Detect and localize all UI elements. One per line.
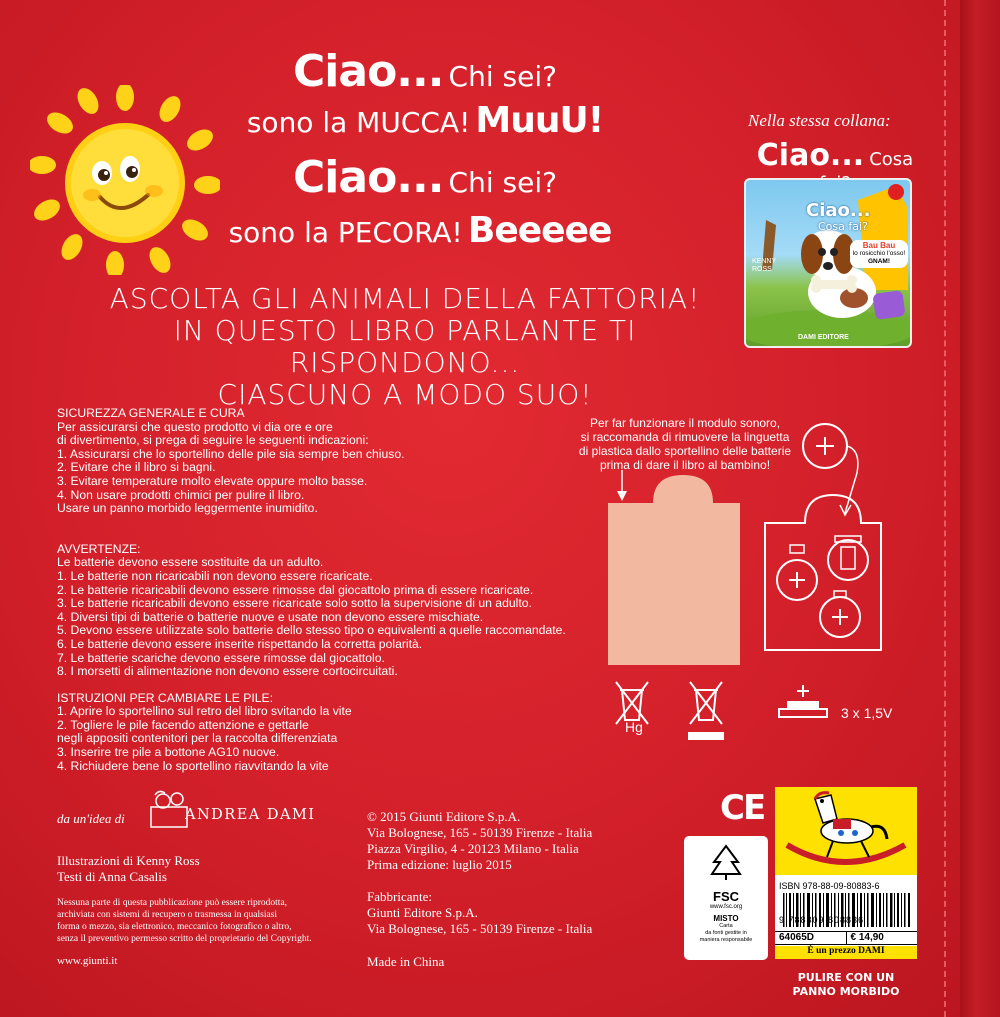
book-spine [960,0,1000,1017]
book-credits [57,853,200,885]
pecora-text: sono la PECORA! [228,216,463,249]
fsc-logo-text: FSC [713,889,739,904]
safety-line: Usare un panno morbido leggermente inumidito. [57,501,318,516]
warning-line: 8. I morsetti di alimentazione non devono essere cortocircuitati. [57,664,398,679]
publisher-info [367,809,592,873]
series-title-small: Cosa [869,149,914,170]
battery-instruction-line: 3. Inserire tre pile a bottone AG10 nuove. [57,745,280,760]
sun-illustration [30,85,220,275]
fsc-site: www.fsc.org [709,904,743,910]
weee-bin-icon [684,678,728,742]
headline-line-3 [260,152,590,203]
headline-line-2 [230,100,620,141]
fsc-desc-line: maniera responsabile [699,937,753,943]
care-line: PANNO MORBIDO [792,985,900,998]
cover-author-line: ROSS [752,266,772,273]
fsc-code: FSC® C020056 [694,949,758,959]
andrea-dami-name: ANDREA DAMI [185,807,316,823]
cover-publisher: DAMI EDITORE [798,334,849,341]
warning-line: 2. Le batterie ricaricabili devono essere rimosse dal giocattolo prima di essere ricaricate. [57,582,534,597]
illustrator-credit: Illustrazioni di Kenny Ross [57,853,200,868]
fsc-label [684,836,768,960]
battery-instruction-line: ISTRUZIONI PER CAMBIARE LE PILE: [57,690,274,705]
safety-line: 2. Evitare che il libro si bagni. [57,460,216,475]
manufacturer-line: Fabbricante: [367,889,432,904]
bubble-line: Bau Bau [862,241,896,250]
warning-line: 3. Le batterie ricaricabili devono essere ricaricate solo sotto la supervisione di un adulto. [57,596,532,611]
warning-line: 7. Le batterie scariche devono essere rimosse dal giocattolo. [57,650,385,665]
legal-line: forma o mezzo, sia elettronico, meccanico fotografico o altro, [57,922,292,932]
safety-line: Per assicurarsi che questo prodotto vi dia ore e ore [57,419,333,434]
intro-text [70,283,740,411]
warning-line: Le batterie devono essere sostituite da un adulto. [57,555,324,570]
barcode-label [775,875,917,959]
intro-line: CIASCUNO A MODO SUO! [217,378,593,411]
note-line: Per far funzionare il modulo sonoro, [589,416,781,430]
battery-instruction-line: 2. Togliere le pile facendo attenzione e gettarle [57,717,309,732]
idea-prefix: da un'idea di [57,811,125,826]
manufacturer-info [367,889,592,937]
publisher-line: Via Bolognese, 165 - 50139 Firenze - Italia [367,825,593,840]
warning-line: 6. Le batterie devono essere inserite rispettando la corretta polarità. [57,636,423,651]
note-line: prima di dare il libro al bambino! [599,458,771,472]
manufacturer-line: Giunti Editore S.p.A. [367,905,478,920]
intro-line: ASCOLTA GLI ANIMALI DELLA FATTORIA! [109,282,701,315]
warning-line: AVVERTENZE: [57,541,141,556]
safety-instructions [57,406,566,773]
publisher-line: Prima edizione: luglio 2015 [367,857,512,872]
headline-line-1 [260,46,590,97]
legal-line: Nessuna parte di questa pubblicazione può essere riprodotta, [57,898,288,908]
series-book-cover [744,178,912,348]
cover-author-line: KENNY [752,258,777,265]
legal-line: archiviata con sistemi di recupero o trasmessa in qualsiasi [57,910,278,920]
fsc-desc-line: da fonti gestite in [705,930,747,936]
sheep-sound: Beeeee [467,210,612,251]
safety-line: 3. Evitare temperature molto elevate oppure molto basse. [57,473,368,488]
warning-line: 1. Le batterie non ricaricabili non devono essere ricaricate. [57,568,373,583]
cover-title: Ciao... [806,200,871,221]
bubble-line: lo rosicchio l'osso! [852,250,906,257]
isbn-text: ISBN 978-88-09-80883-6 [779,881,880,891]
cow-sound: MuuU! [475,100,604,141]
copyright-notice [57,897,357,945]
fsc-mix: MISTO [713,914,739,923]
legal-line: senza il preventivo permesso scritto del proprietario del Copyright. [57,934,312,944]
note-line: di plastica dallo sportellino delle batterie [578,444,792,458]
safety-line: di divertimento, si prega di seguire le seguenti indicazioni: [57,433,369,448]
battery-instruction-line: negli appositi contenitori per la raccolta differenziata [57,731,338,746]
chi-sei-text: Chi sei? [448,166,557,199]
writer-credit: Testi di Anna Casalis [57,869,167,884]
bubble-line: GNAM! [867,258,891,265]
fsc-desc-line: Carta [719,923,733,929]
price: € 14,90 [846,932,918,944]
battery-instruction-line: 1. Aprire lo sportellino sul retro del libro svitando la vite [57,704,352,719]
manufacturer-line: Via Bolognese, 165 - 50139 Firenze - Italia [367,921,593,936]
publisher-line: © 2015 Giunti Editore S.p.A. [367,809,521,824]
product-code: 64065D [779,932,815,943]
warning-line: 5. Devono essere utilizzate solo batterie dello stesso tipo o equivalenti a quelle raccomandate. [57,623,566,638]
dami-price-tagline: È un prezzo DAMI [775,946,917,959]
ciao-word: Ciao... [293,152,444,203]
cover-subtitle: Cosa fai? [818,220,868,233]
note-line: si raccomanda di rimuovere la linguetta [580,430,790,444]
cover-speech-bubble [850,240,908,268]
warning-line: 4. Diversi tipi di batterie o batterie nuove e usate non devono essere mischiate. [57,609,484,624]
battery-spec: 3 x 1,5V [841,705,893,721]
care-instruction [775,971,917,999]
battery-icon [828,540,868,580]
series-title-big: Ciao... [756,138,865,173]
cover-author [752,258,776,274]
battery-compartment-diagram [595,395,905,665]
ce-mark: CE [720,788,765,828]
mucca-text: sono la MUCCA! [246,106,471,139]
battery-tab-shape [608,475,740,665]
battery-instruction-line: 4. Richiudere bene lo sportellino riavvitando la vite [57,758,329,773]
fsc-tree-icon [706,842,746,882]
made-in-label: Made in China [367,954,445,969]
publisher-line: Piazza Virgilio, 4 - 20123 Milano - Italia [367,841,579,856]
website-link: www.giunti.it [57,955,118,967]
ciao-word: Ciao... [293,46,444,97]
headline-line-4 [220,210,620,251]
spine-stitch [944,0,946,1017]
barcode-number: 9 788809 808836 [779,915,865,925]
safety-line: SICUREZZA GENERALE E CURA [57,406,245,420]
mercury-label: Hg [625,719,643,735]
intro-line: IN QUESTO LIBRO PARLANTE TI RISPONDONO... [173,314,637,379]
price-row [775,931,917,945]
safety-line: 1. Assicurarsi che lo sportellino delle pile sia sempre ben chiuso. [57,446,405,461]
button-cell-icon [775,683,831,723]
chi-sei-text: Chi sei? [448,60,557,93]
series-label: Nella stessa collana: [748,111,891,130]
rocking-horse-icon [775,787,917,875]
safety-line: 4. Non usare prodotti chimici per pulire il libro. [57,487,305,502]
care-line: PULIRE CON UN [797,971,895,984]
andrea-dami-signature [57,783,337,833]
